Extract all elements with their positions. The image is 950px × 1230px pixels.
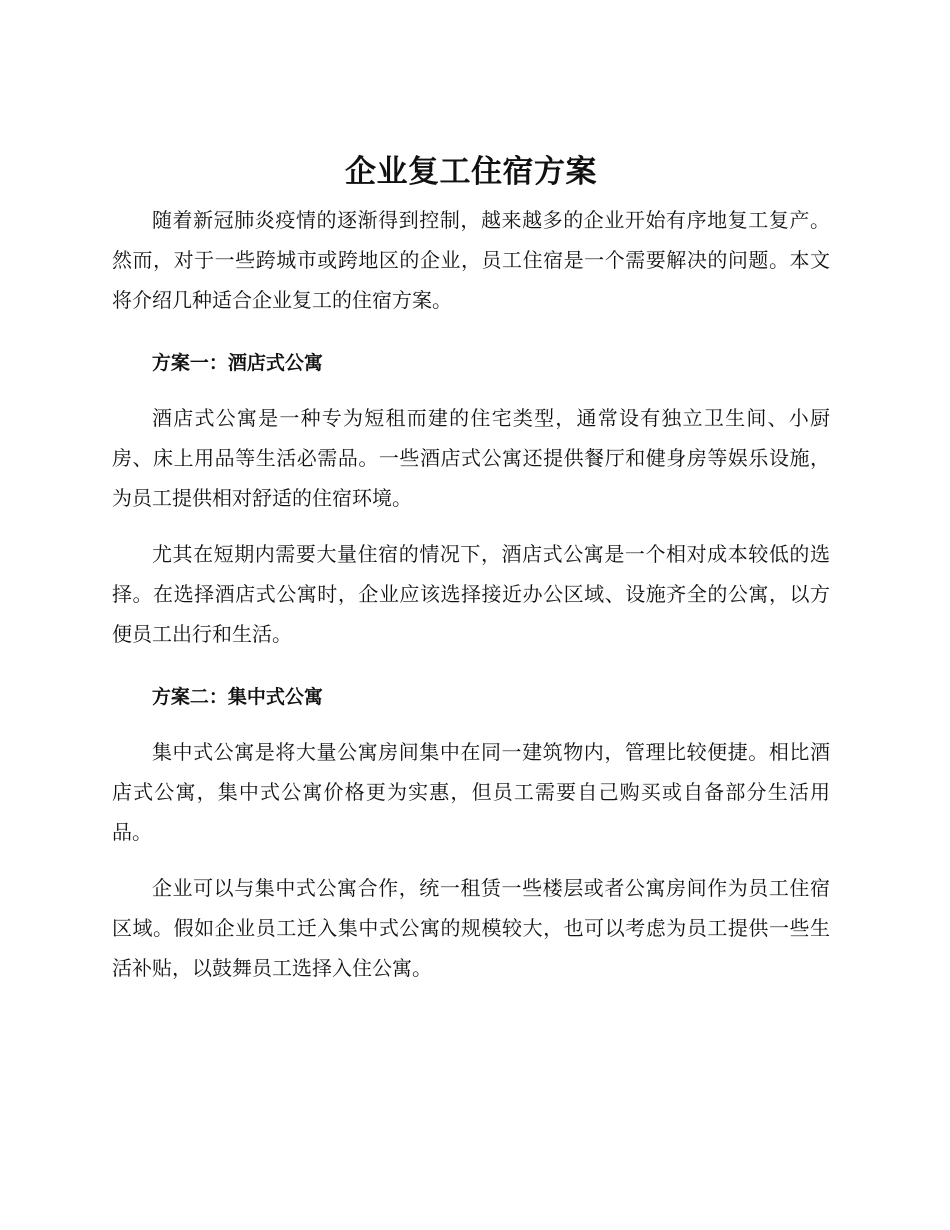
- document-title: 企业复工住宿方案: [345, 154, 597, 190]
- section-body: [112, 732, 830, 988]
- body-paragraph: 酒店式公寓是一种专为短租而建的住宅类型，通常设有独立卫生间、小厨房、床上用品等生活必需品。一些酒店式公寓还提供餐厅和健身房等娱乐设施，为员工提供相对舒适的住宿环境。: [112, 406, 830, 510]
- document-body: [112, 150, 830, 988]
- body-paragraph: 集中式公寓是将大量公寓房间集中在同一建筑物内，管理比较便捷。相比酒店式公寓，集中式公寓价格更为实惠，但员工需要自己购买或自备部分生活用品。: [112, 740, 830, 844]
- section-heading: 方案二：集中式公寓: [151, 686, 323, 708]
- intro-paragraph: 随着新冠肺炎疫情的逐渐得到控制，越来越多的企业开始有序地复工复产。然而，对于一些跨城市或跨地区的企业，员工住宿是一个需要解决的问题。本文将介绍几种适合企业复工的住宿方案。: [112, 208, 830, 312]
- body-paragraph: 企业可以与集中式公寓合作，统一租赁一些楼层或者公寓房间作为员工住宿区域。假如企业员工迁入集中式公寓的规模较大，也可以考虑为员工提供一些生活补贴，以鼓舞员工选择入住公寓。: [112, 876, 830, 980]
- section-heading: 方案一：酒店式公寓: [151, 352, 323, 374]
- section-plan-2: [112, 678, 830, 988]
- section-plan-1: [112, 344, 830, 654]
- body-paragraph: 尤其在短期内需要大量住宿的情况下，酒店式公寓是一个相对成本较低的选择。在选择酒店式公寓时，企业应该选择接近办公区域、设施齐全的公寓，以方便员工出行和生活。: [112, 542, 830, 646]
- section-body: [112, 398, 830, 654]
